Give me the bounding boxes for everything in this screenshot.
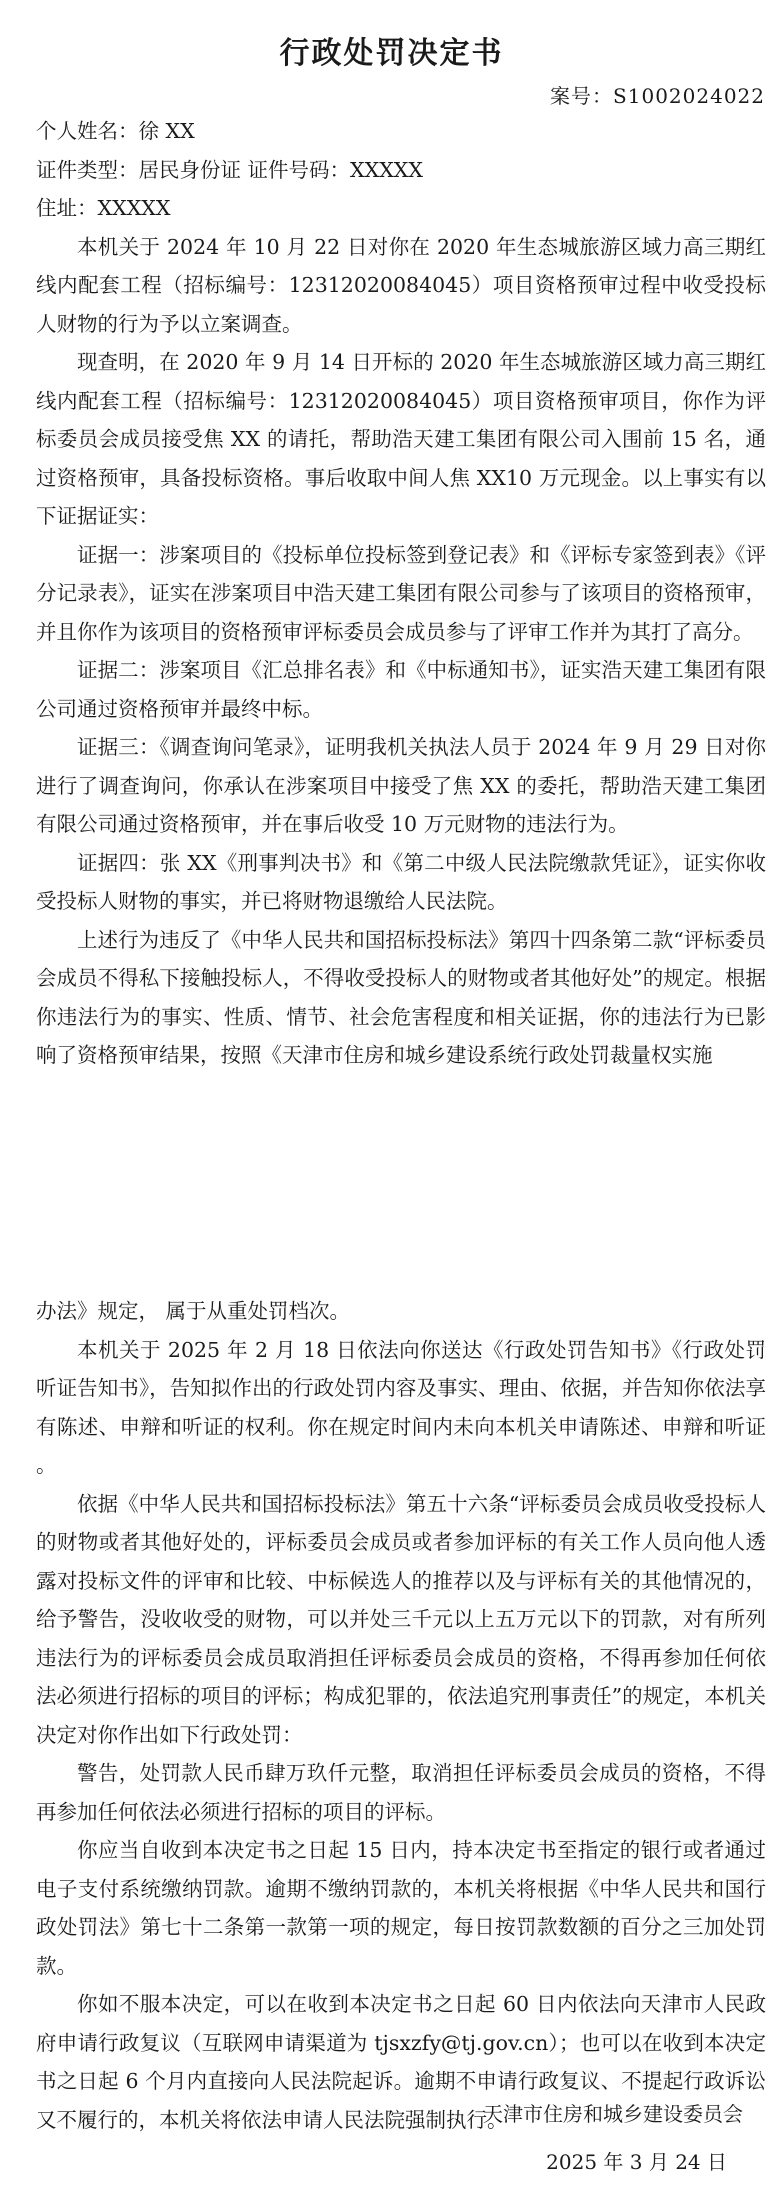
party-address: 住址：XXXXX	[36, 196, 171, 220]
paragraph-evidence-4: 证据四：张 XX《刑事判决书》和《第二中级人民法院缴款凭证》，证实你收受投标人财物的事实，并已将财物退缴给人民法院。	[36, 850, 766, 913]
paragraph-discretion: 办法》规定， 属于从重处罚档次。	[36, 1299, 351, 1323]
paragraph-notice: 本机关于 2025 年 2 月 18 日依法向你送达《行政处罚告知书》《行政处罚听证告知书》，告知拟作出的行政处罚内容及事实、理由、依据，并告知你依法享有陈述、申辩和听证的权利。你在规定时间内未向本机关申请陈述、申辩和听证 。	[36, 1337, 766, 1477]
document-body-part2	[36, 1292, 766, 2139]
document-body-part1	[36, 112, 766, 1075]
paragraph-violation: 上述行为违反了《中华人民共和国招标投标法》第四十四条第二款“评标委员会成员不得私下接触投标人，不得收受投标人的财物或者其他好处”的规定。根据你违法行为的事实、性质、情节、社会危害程度和相关证据，你的违法行为已影响了资格预审结果，按照《天津市住房和城乡建设系统行政处罚裁量权实施	[36, 927, 766, 1067]
paragraph-evidence-1: 证据一：涉案项目的《投标单位投标签到登记表》和《评标专家签到表》《评分记录表》，证实在涉案项目中浩天建工集团有限公司参与了该项目的资格预审，并且你作为该项目的资格预审评标委员会成员参与了评审工作并为其打了高分。	[36, 542, 766, 644]
paragraph-penalty: 警告，处罚款人民币肆万玖仟元整，取消担任评标委员会成员的资格，不得再参加任何依法必须进行招标的项目的评标。	[36, 1761, 766, 1824]
paragraph-case-filing: 本机关于 2024 年 10 月 22 日对你在 2020 年生态城旅游区域力高三期红线内配套工程（招标编号：12312020084045）项目资格预审过程中收受投标人财物的行为予以立案调查。	[36, 234, 766, 336]
document-title: 行政处罚决定书	[279, 36, 504, 71]
paragraph-legal-basis: 依据《中华人民共和国招标投标法》第五十六条“评标委员会成员收受投标人的财物或者其他好处的，评标委员会成员或者参加评标的有关工作人员向他人透露对投标文件的评审和比较、中标候选人的推荐以及与评标有关的其他情况的，给予警告，没收收受的财物，可以并处三千元以上五万元以下的罚款，对有所列违法行为的评标委员会成员取消担任评标委员会成员的资格，不得再参加任何依法必须进行招标的项目的评标；构成犯罪的，依法追究刑事责任”的规定，本机关决定对你作出如下行政处罚：	[36, 1491, 766, 1747]
party-id-text: 证件类型：居民身份证 证件号码：XXXXX	[36, 157, 423, 182]
issuing-authority: 天津市住房和城乡建设委员会	[483, 2102, 743, 2126]
party-name: 个人姓名：徐 XX	[36, 119, 195, 143]
case-number: 案号：S1002024022	[550, 84, 765, 108]
party-id	[36, 151, 766, 190]
paragraph-payment: 你应当自收到本决定书之日起 15 日内，持本决定书至指定的银行或者通过电子支付系统缴纳罚款。逾期不缴纳罚款的，本机关将根据《中华人民共和国行政处罚法》第七十二条第一款第一项的规定，每日按罚款数额的百分之三加处罚款。	[36, 1838, 766, 1978]
paragraph-facts: 现查明，在 2020 年 9 月 14 日开标的 2020 年生态城旅游区域力高三期红线内配套工程（招标编号：12312020084045）项目资格预审项目，你作为评标委员会成员接受焦 XX 的请托，帮助浩天建工集团有限公司入围前 15 名，通过资格预审，具备投标资格。事后收取中间人焦 XX10 万元现金。以上事实有以下证据证实：	[36, 350, 766, 528]
paragraph-evidence-2: 证据二：涉案项目《汇总排名表》和《中标通知书》，证实浩天建工集团有限公司通过资格预审并最终中标。	[36, 658, 766, 721]
paragraph-evidence-3: 证据三：《调查询问笔录》，证明我机关执法人员于 2024 年 9 月 29 日对你进行了调查询问，你承认在涉案项目中接受了焦 XX 的委托，帮助浩天建工集团有限公司通过资格预审，并在事后收受 10 万元财物的违法行为。	[36, 735, 766, 836]
issue-date: 2025 年 3 月 24 日	[546, 2150, 727, 2174]
paragraph-appeal: 你如不服本决定，可以在收到本决定书之日起 60 日内依法向天津市人民政府申请行政复议（互联网申请渠道为 tjsxzfy@tj.gov.cn）；也可以在收到本决定书之日起 6 个月内直接向人民法院起诉。逾期不申请行政复议、不提起行政诉讼又不履行的，本机关将依法申请人民法院强制执行。	[36, 1992, 766, 2132]
